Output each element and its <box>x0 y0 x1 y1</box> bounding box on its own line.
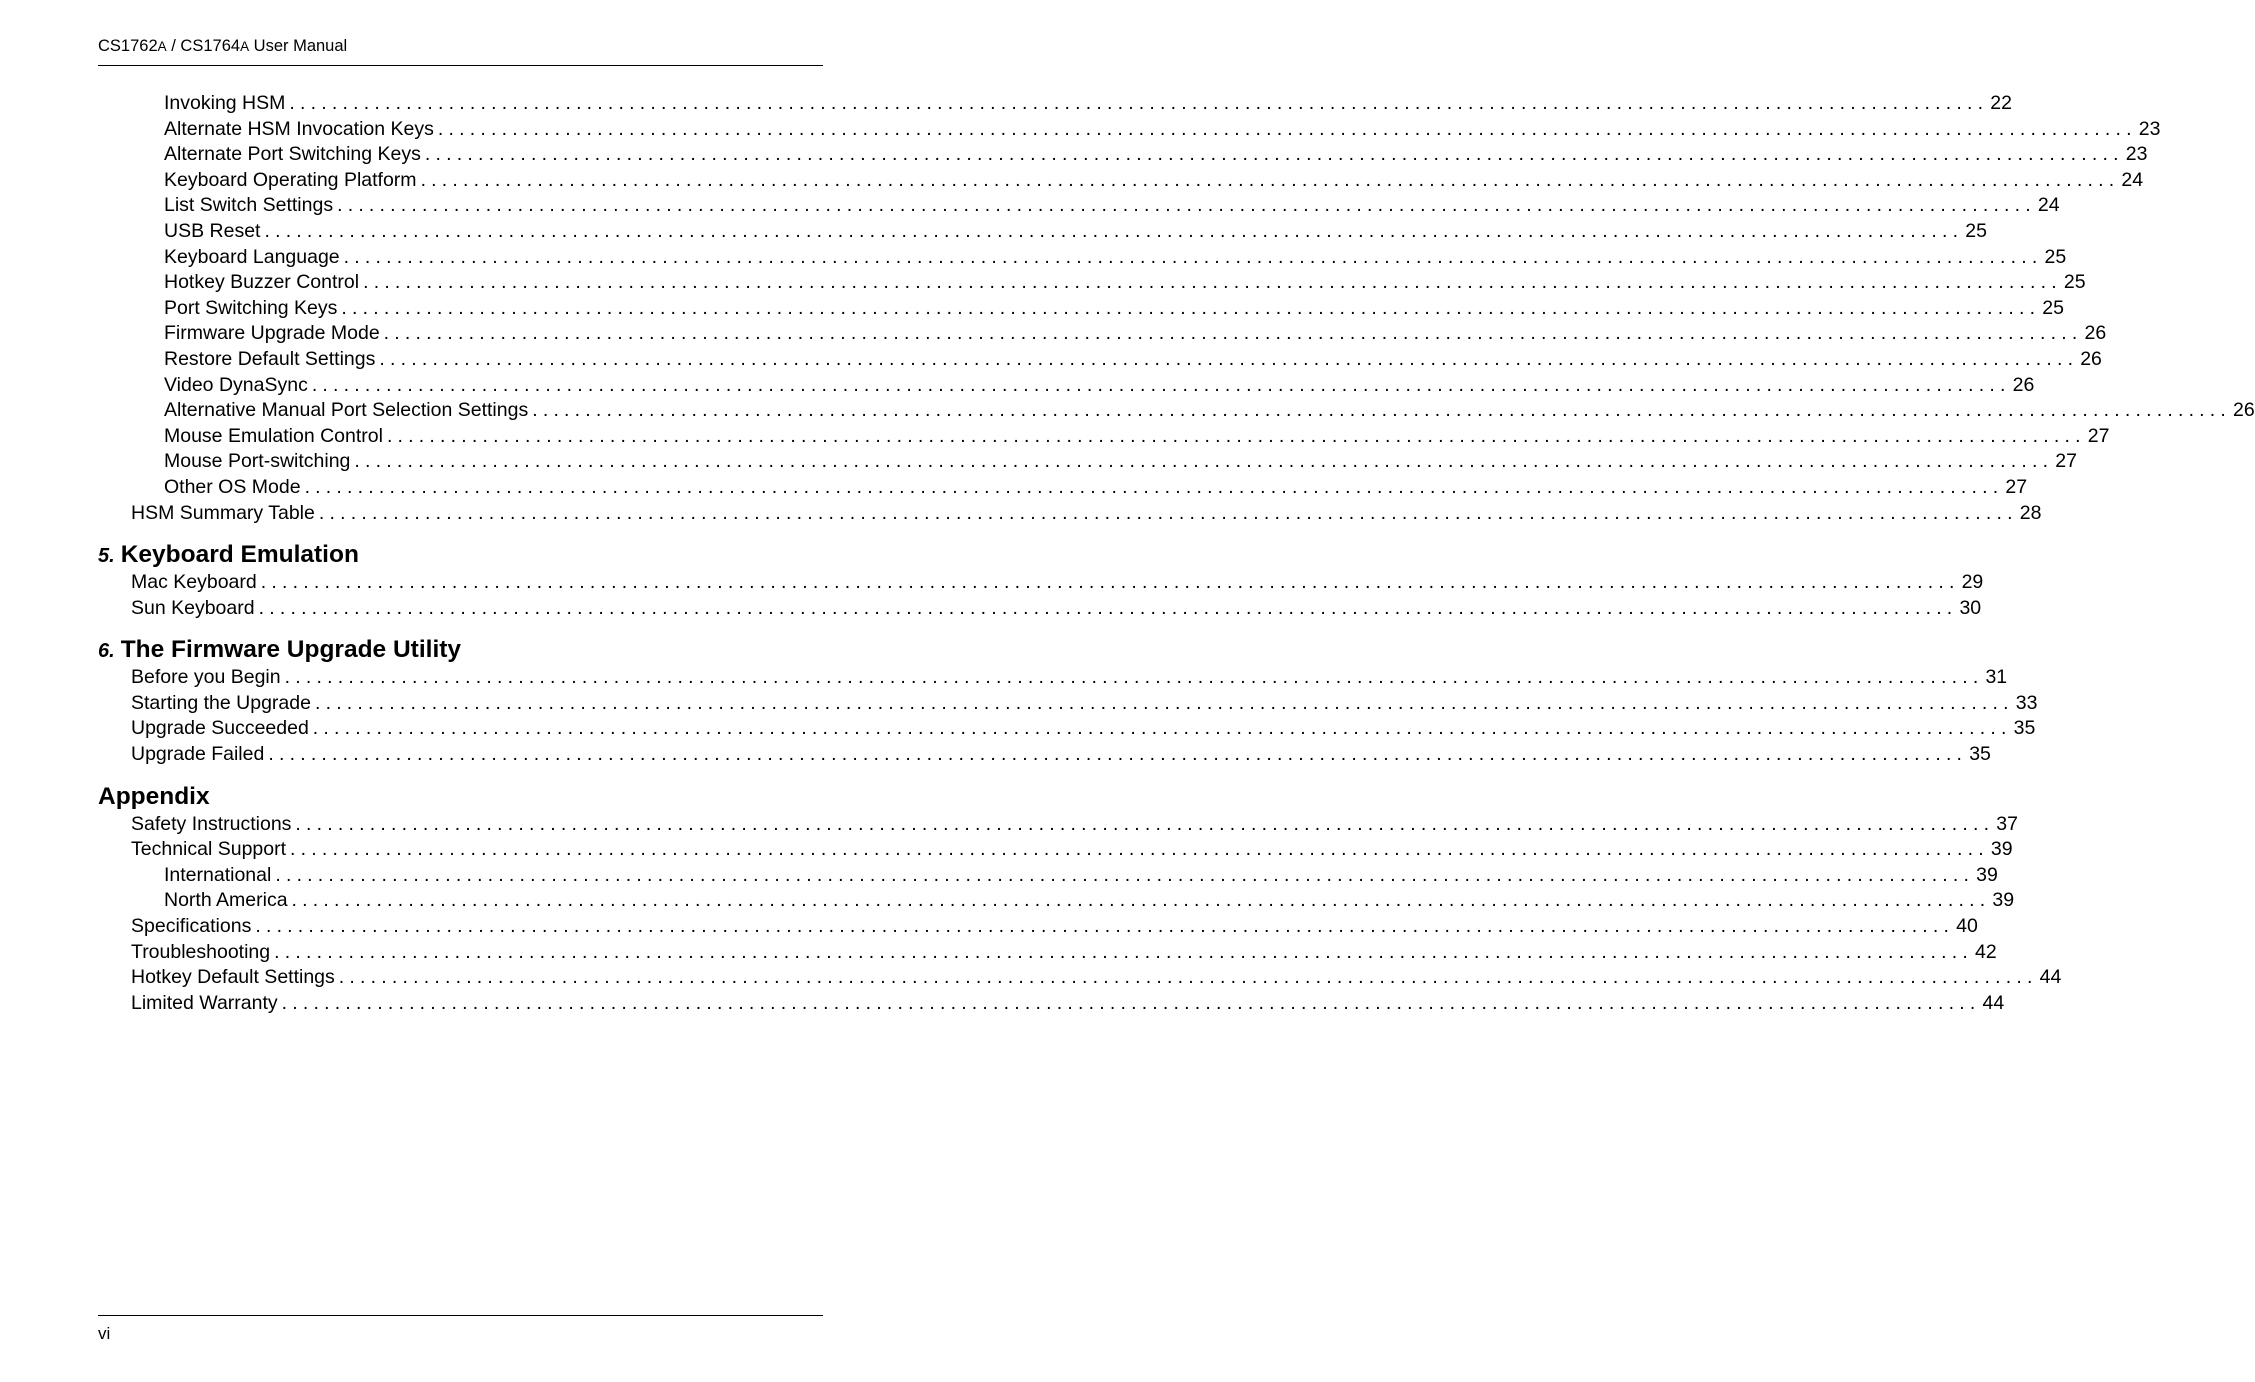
toc-entry[interactable] <box>164 347 2102 373</box>
header-suffix-a: A <box>157 39 167 54</box>
toc-entry-page: 42 <box>1974 940 1997 963</box>
toc-entry-label: Keyboard Operating Platform <box>164 168 417 191</box>
dot-leader: ................................................................................................................................................................ <box>312 717 2012 740</box>
toc-entry-page: 26 <box>2233 399 2255 422</box>
toc-entry-label: Restore Default Settings <box>164 347 376 370</box>
toc-entry-page: 39 <box>1990 838 2013 861</box>
toc-entry[interactable] <box>131 742 1991 768</box>
toc-entry-label: Keyboard Language <box>164 245 340 268</box>
dot-leader: ................................................................................................................................................................ <box>264 219 1964 242</box>
toc-entry-page: 26 <box>2080 347 2102 370</box>
toc-entry-label: Limited Warranty <box>131 991 278 1014</box>
toc-entry-page: 23 <box>2125 143 2148 166</box>
toc-entry[interactable] <box>131 991 2005 1017</box>
toc-entry[interactable] <box>164 475 2028 501</box>
toc-entry-label: Video DynaSync <box>164 373 308 396</box>
toc-entry[interactable] <box>164 245 2067 271</box>
header-suffix-b: A <box>240 39 250 54</box>
dot-leader: ................................................................................................................................................................ <box>268 743 1968 766</box>
dot-leader: ................................................................................................................................................................ <box>532 399 2232 422</box>
dot-leader: ................................................................................................................................................................ <box>318 501 2018 524</box>
toc-entry-page: 40 <box>1956 915 1978 938</box>
toc-entry-label: Alternate HSM Invocation Keys <box>164 117 434 140</box>
toc-entry[interactable] <box>164 219 1987 245</box>
dot-leader: ................................................................................................................................................................ <box>354 450 2054 473</box>
dot-leader: ................................................................................................................................................................ <box>291 889 1991 912</box>
dot-leader: ................................................................................................................................................................ <box>290 838 1989 861</box>
toc-entry-label: International <box>164 863 272 886</box>
chapter-heading-5[interactable] <box>98 540 954 570</box>
dot-leader: ................................................................................................................................................................ <box>424 143 2124 166</box>
toc-group-firmware-upgrade <box>0 665 2038 767</box>
spacer <box>0 526 954 540</box>
toc-entry-page: 25 <box>2044 245 2067 268</box>
toc-entry-label: Upgrade Failed <box>131 743 265 766</box>
toc-entry[interactable] <box>164 91 2012 117</box>
running-header <box>98 37 347 56</box>
dot-leader: ................................................................................................................................................................ <box>338 966 2038 989</box>
toc-entry[interactable] <box>131 570 1984 596</box>
toc-entry-label: HSM Summary Table <box>131 501 315 524</box>
toc-entry-label: Technical Support <box>131 838 287 861</box>
toc-entry[interactable] <box>164 424 2110 450</box>
chapter-number: 6. <box>98 640 115 663</box>
toc-entry-label: Before you Begin <box>131 666 281 689</box>
toc-entry[interactable] <box>164 373 2035 399</box>
dot-leader: ................................................................................................................................................................ <box>383 322 2083 345</box>
dot-leader: ................................................................................................................................................................ <box>341 296 2041 319</box>
dot-leader: ................................................................................................................................................................ <box>314 691 2014 714</box>
toc-entry[interactable] <box>164 270 2086 296</box>
dot-leader: ................................................................................................................................................................ <box>386 424 2086 447</box>
header-model-b: CS1764 <box>180 37 241 55</box>
toc-group-hotkey-setup <box>0 91 2255 526</box>
header-divider <box>98 65 823 66</box>
toc-entry[interactable] <box>131 716 2036 742</box>
toc-entry-page: 23 <box>2138 117 2161 140</box>
toc-entry-label: Mac Keyboard <box>131 571 257 594</box>
toc-entry-page: 27 <box>2055 450 2077 473</box>
dot-leader: ................................................................................................................................................................ <box>284 666 1984 689</box>
toc-entry-label: Safety Instructions <box>131 812 292 835</box>
toc-entry[interactable] <box>131 501 2042 527</box>
dot-leader: ................................................................................................................................................................ <box>363 271 2062 294</box>
toc-entry-page: 33 <box>2015 691 2038 714</box>
header-model-a: CS1762 <box>98 37 158 55</box>
toc-entry-page: 27 <box>2087 424 2110 447</box>
toc-entry-page: 39 <box>1976 863 1998 886</box>
dot-leader: ................................................................................................................................................................ <box>295 812 1995 835</box>
toc-entry-label: Firmware Upgrade Mode <box>164 322 380 345</box>
toc-entry-page: 29 <box>1961 571 1984 594</box>
toc-entry-label: Alternative Manual Port Selection Settings <box>164 399 529 422</box>
toc-entry-page: 35 <box>1969 743 1991 766</box>
toc-entry-label: Hotkey Default Settings <box>131 966 335 989</box>
toc-entry[interactable] <box>164 863 1998 889</box>
dot-leader: ................................................................................................................................................................ <box>379 347 2079 370</box>
chapter-title: The Firmware Upgrade Utility <box>120 636 462 664</box>
dot-leader: ................................................................................................................................................................ <box>311 373 2011 396</box>
toc-entry-page: 25 <box>2042 296 2064 319</box>
toc-entry[interactable] <box>131 691 2038 717</box>
toc-entry[interactable] <box>164 142 2148 168</box>
chapter-title: Keyboard Emulation <box>120 541 359 569</box>
toc-entry[interactable] <box>131 665 2008 691</box>
toc-entry-page: 25 <box>1965 219 1987 242</box>
toc-entry-label: Hotkey Buzzer Control <box>164 271 360 294</box>
header-title: User Manual <box>249 37 348 55</box>
toc-entry[interactable] <box>131 837 2013 863</box>
header-separator: / <box>166 37 181 55</box>
toc-entry[interactable] <box>164 449 2077 475</box>
dot-leader: ................................................................................................................................................................ <box>255 915 1955 938</box>
toc-entry-page: 28 <box>2019 501 2042 524</box>
toc-entry-page: 27 <box>2005 475 2028 498</box>
toc-entry[interactable] <box>164 321 2107 347</box>
chapter-number: 5. <box>98 545 115 568</box>
spacer <box>0 768 954 782</box>
toc-entry-label: Other OS Mode <box>164 475 301 498</box>
toc-entry-label: Upgrade Succeeded <box>131 717 309 740</box>
toc-entry-page: 26 <box>2012 373 2035 396</box>
dot-leader: ................................................................................................................................................................ <box>258 596 1958 619</box>
dot-leader: ................................................................................................................................................................ <box>289 92 1989 114</box>
toc-entry-label: Sun Keyboard <box>131 596 255 619</box>
toc-entry-page: 25 <box>2063 271 2086 294</box>
toc-entry-page: 31 <box>1985 666 2008 689</box>
toc-entry-label: Port Switching Keys <box>164 296 338 319</box>
toc-entry-label: Mouse Emulation Control <box>164 424 383 447</box>
toc-entry[interactable] <box>164 193 2060 219</box>
toc-entry-label: Specifications <box>131 915 252 938</box>
toc-entry-page: 24 <box>2037 194 2060 217</box>
toc-entry-label: Starting the Upgrade <box>131 691 311 714</box>
dot-leader: ................................................................................................................................................................ <box>275 863 1975 886</box>
dot-leader: ................................................................................................................................................................ <box>260 571 1960 594</box>
dot-leader: ................................................................................................................................................................ <box>337 194 2036 217</box>
dot-leader: ................................................................................................................................................................ <box>274 940 1973 963</box>
toc-entry[interactable] <box>164 168 2144 194</box>
toc-entry[interactable] <box>131 914 1978 940</box>
toc-entry-page: 37 <box>1996 812 2018 835</box>
table-of-contents <box>0 91 2255 1016</box>
toc-entry-label: Troubleshooting <box>131 940 271 963</box>
toc-entry-label: List Switch Settings <box>164 194 334 217</box>
toc-entry[interactable] <box>131 965 2062 991</box>
toc-entry[interactable] <box>164 888 2015 914</box>
spacer <box>0 621 954 635</box>
toc-entry[interactable] <box>131 940 1997 966</box>
toc-entry-label: North America <box>164 889 288 912</box>
dot-leader: ................................................................................................................................................................ <box>304 475 2004 498</box>
toc-entry[interactable] <box>131 812 2018 838</box>
toc-entry-page: 39 <box>1992 889 2015 912</box>
dot-leader: ................................................................................................................................................................ <box>343 245 2043 268</box>
dot-leader: ................................................................................................................................................................ <box>281 991 1981 1014</box>
toc-entry-label: USB Reset <box>164 219 261 242</box>
toc-entry-page: 26 <box>2084 322 2107 345</box>
toc-entry-label: Alternate Port Switching Keys <box>164 143 421 166</box>
toc-entry-page: 22 <box>1990 92 2012 114</box>
chapter-heading-6[interactable] <box>98 635 954 665</box>
toc-entry-label: Mouse Port-switching <box>164 450 351 473</box>
footer-divider <box>98 1315 823 1316</box>
toc-entry[interactable] <box>164 296 2064 322</box>
toc-entry-page: 30 <box>1959 596 1982 619</box>
toc-group-keyboard-emulation <box>0 570 1984 621</box>
toc-group-appendix <box>0 812 2062 1017</box>
appendix-heading[interactable] <box>98 782 954 812</box>
dot-leader: ................................................................................................................................................................ <box>420 168 2120 191</box>
chapter-title: Appendix <box>98 782 210 810</box>
toc-entry[interactable] <box>131 596 1982 622</box>
toc-entry-page: 44 <box>2039 966 2062 989</box>
toc-entry-page: 35 <box>2013 717 2036 740</box>
toc-entry-page: 44 <box>1982 991 2005 1014</box>
page-number: vi <box>98 1324 111 1343</box>
toc-entry-label: Invoking HSM <box>164 92 286 114</box>
toc-entry[interactable] <box>164 398 2255 424</box>
toc-entry[interactable] <box>164 117 2161 143</box>
toc-entry-page: 24 <box>2121 168 2144 191</box>
dot-leader: ................................................................................................................................................................ <box>437 117 2137 140</box>
